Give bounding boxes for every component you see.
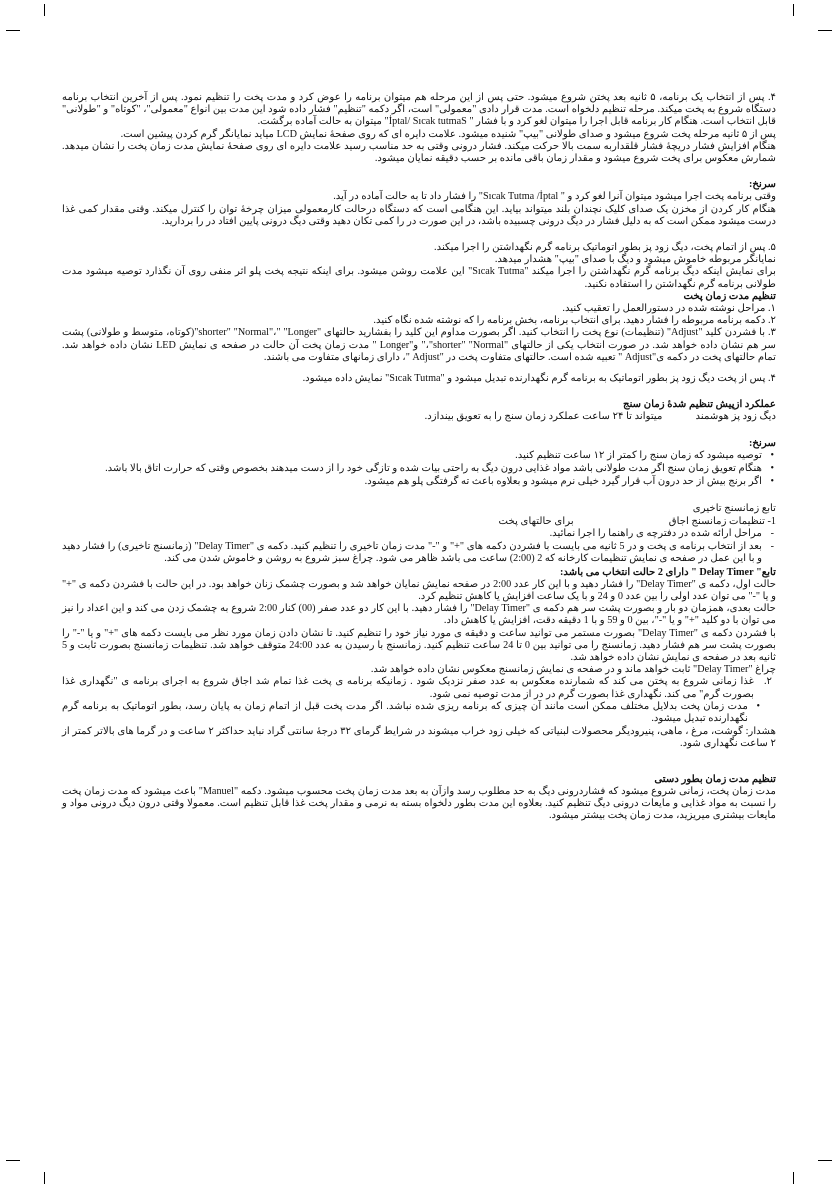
delay-subtitle [62,516,776,528]
tip-line-click-sound: هنگام کار کردن از مخزن یک صدای کلیک نچندان بلند میتواند بیاید. این هنگامی است که دستگاه درحالت کارمعمولی میزان چرخهٔ توان را کنترل میکند. وقتی مقدار کمی غذا درست میشود ممکن است که به دلیل فشار در دیگ درونی چسبیده باشد، در این صورت در را کمی تکان دهید وقتی دیگ درونی پایین افتاد در را بردارید. [62,203,776,227]
paragraph-step-4: ۴. پس از انتخاب یک برنامه، ۵ ثانیه بعد پختن شروع میشود. حتی پس از این مرحله هم میتوان برنامه را عوض کرد و مدت پخت را تنظیم نمود. پس از آخرین انتخاب برنامه دستگاه شروع به پخت میکند. مرحله تنظیم دلخواه است. مدت قرار دادی "معمولی" است، اگر دکمه "تنظیم" فشار داده شود این مدت بین انواع "معمولی"، "کوتاه" و "طولانی" قابل انتخاب است. هنگام کار برنامه قابل اجرا را میتوان لغو کرد و با فشار " İptal/ Sıcak tutmaS" میتوان به حالت آماده برگشت. [62,92,777,128]
manual-body: مدت زمان پخت، زمانی شروع میشود که فشاردرونی دیگ به حد مطلوب رسد وازآن به بعد مدت زمان پخت محسوب میشود. دکمه "Manuel" باعث میشود که مدت زمان پخت را نسبت به مواد غذایی و مایعات درونی دیگ تنظیم کنید. بعلاوه این مدت بطور دلخواه بسته به نرمی و مقدار پخت غذا قابل تنظیم است. معمولا وقتی درون دیگ درونی مواد و مایعات بیشتری میریزید، مدت زمان پخت بیشتر میشود. [62,785,776,822]
cook-time-step-2: ۲. دکمه برنامه مربوطه را فشار دهید. برای انتخاب برنامه، بخش برنامه را که نوشته شده نگاه کنید. [373,315,776,327]
delay-step: - بعد از انتخاب برنامه ی پخت و در 5 ثانیه می بایست با فشردن دکمه های "+" و "-" مدت زمان تاخیری را تنظیم کنید. دکمه ی "Delay Timer" (زمانسنج تاخیری) را فشار دهید و با این عمل در صفحه ی نمایش تنظیمات کارخانه که 2 (2:00) ساعت می باشد ظاهر می شود. چراغ سبز شروع به روشن و خاموش شدن می کند. [62,541,762,565]
delay-subtitle-a: 1- تنظیمات زمانسنج اجاق [668,515,776,527]
crop-mark-bottom-left-v [44,1172,45,1184]
paragraph-cooking-start: پس از ۵ ثانیه مرحله پخت شروع میشود و صدای طولانی "بیپ" شنیده میشود. علامت دایره ای که روی صفحهٔ نمایش LCD میاید نمایانگر گرم کردن پیشین است. [120,128,776,140]
crop-mark-top-left-h [6,30,20,31]
tip-item: • اگر برنج بیش از حد درون آب قرار گیرد خیلی نرم میشود و بعلاوه باعث ته گرفتگی پلو هم میشود. [62,476,762,488]
delay-mode-3: با فشردن دکمه ی "Delay Timer" بصورت مستمر می توانید ساعت و دقیقه ی مورد نیاز خود را تنظیم کنید. تا نشان دادن زمان مورد نظر می بایست دکمه های "+" و یا "-" را بصورت پشت سر هم فشار دهید. زمانسنج را می توانید بین 0 تا 24 ساعت تنظیم کنید. زمانسنج با رسیدن به عدد 24:00 متوقف خواهد شد. تنظیمات زمانسنج بصورت ثابت و 5 ثانیه بعد در صفحه ی نمایش نشان داده خواهد شد. [62,627,776,663]
delay-note-list [62,701,776,725]
cook-time-step-1: ۱. مراحل نوشته شده در دستورالعمل را تعقیب کنید. [562,303,776,315]
timer-line-b: میتواند تا ۲۴ ساعت عملکرد زمان سنج را به تعویق بیندازد. [424,411,663,423]
crop-mark-top-right-h [818,30,832,31]
manual-heading: تنظیم مدت زمان بطور دستی [654,773,776,785]
document-page [62,92,776,822]
step-5-line-1: ۵. پس از اتمام پخت، دیگ زود پز بطور اتوماتیک برنامه گرم نگهداشتن را اجرا میکند. [434,242,776,254]
delay-modes-heading: تابع" Delay Timer " دارای 2 حالت انتخاب می باشد: [560,566,776,578]
delay-step: - مراحل ارائه شده در دفترچه ی راهنما را اجرا نمائید. [62,528,762,540]
timer-line [62,411,776,423]
delay-item-2-text: غذا زمانی شروع به پختن می کند که شمارنده معکوس به عدد صفر نزدیک شود . زمانیکه برنامه ی پخت غذا تمام شد اجاق شروع به اجرای برنامه ی "نگهداری غذا بصورت گرم" می کند. نگهداری غذا بصورت گرم در در از مدت توصیه نمی شود. [62,676,754,700]
crop-mark-bottom-left-h [6,1160,20,1161]
cook-time-heading: تنظیم مدت زمان پخت [683,290,776,302]
crop-mark-bottom-right-h [818,1160,832,1161]
crop-mark-top-left-v [44,4,45,16]
tip-line-cancel: وقتی برنامه پخت اجرا میشود میتوان آنرا لغو کرد و " Sıcak Tutma /İptal" را فشار داد تا به حالت آماده در آید. [333,191,776,203]
delay-mode-2: حالت بعدی، همزمان دو بار و بصورت پشت سر هم دکمه ی "Delay Timer" را فشار دهید. با این کار دو عدد صفر (00) کنار 2:00 شروع به چشمک زدن می کند و این اعداد را نیز می توان با دو کلید "+" و یا "-"، بین 0 و 59 و با 1 دقیقه دقت، افزایش یا کاهش داد. [62,603,776,627]
delay-mode-1: حالت اول، دکمه ی "Delay Timer" را فشار دهید و با این کار عدد 2:00 در صفحه نمایش نمایان خواهد شد و بصورت چشمک زنان خواهد بود. در این حالت با فشردن دکمه ی "+" و یا "-" می توان عدد اولی را بین عدد 0 و 24 و با یک ساعت افزایش یا کاهش تنظیم کرد. [62,578,777,602]
delay-subtitle-b: برای حالتهای پخت [498,515,574,527]
crop-mark-top-right-v [793,4,794,16]
delay-item-2-number: ۲. [763,676,772,688]
step-5-line-3: برای نمایش اینکه دیگ برنامه گرم نگهداشتن را اجرا میکند "Sıcak Tutma" این علامت روشن میشود. برای اینکه نتیجه پخت پلو اثر منفی روی آن نگذارد توصیه میشود مدت طولانی برنامه گرم نگهداشتن را استفاده نکنید. [62,266,776,290]
warning-text: هشدار: گوشت، مرغ ، ماهی، پنیرودیگر محصولات لبنیاتی که خیلی زود خراب میشوند در شرایط گرمای ۳۲ درجهٔ سانتی گراد نباید حداکثر ۲ ساعت و در گرما های بالاتر کمتر از ۲ ساعت نگهداری شود. [62,726,776,750]
cook-time-step-3: ۳. با فشردن کلید "Adjust" (تنظیمات) نوع پخت را انتخاب کنید. اگر بصورت مداوم این کلید را بفشارید حالتهای "shorter" "Normal"،" "Longer"(کوتاه، متوسط و طولانی) پشت سر هم نشان داده خواهد شد. در صورت انتخاب یکی از حالتهای "shorter" "Normal"،" و"Longer " مدت زمان پخت آن حالت در صفحه ی نمایش LED نشان داده خواهد شد. تمام حالتهای پخت در دکمه ی"Adjust " تعبیه شده است. حالتهای متفاوت پخت در "Adjust "، دارای زمانهای متفاوت می باشند. [62,327,776,363]
tip-item: • هنگام تعویق زمان سنج اگر مدت طولانی باشد مواد غذایی درون دیگ به راحتی بیات شده و تازگی خود را از دست میدهند بخصوص وقتی که حرارت اتاق بالا باشد. [62,463,762,475]
cook-time-step-4: ۴. پس از پخت دیگ زود پز بطور اتوماتیک به برنامه گرم نگهدارنده تبدیل میشود و "Sıcak Tutma" نمایش داده میشود. [302,373,776,385]
delay-steps [62,528,776,566]
delay-light: چراغ "Delay Timer" ثابت خواهد ماند و در صفحه ی نمایش زمانسنج معکوس نشان داده خواهد شد. [370,664,776,676]
paragraph-pressure: هنگام افزایش فشار دریچهٔ فشار قلقداربه سمت بالا حرکت میکند. فشار درونی وقتی به حد مناسب رسید علامت دایره ای روی صفحهٔ نمایش مدت زمان پخت را نشان میدهد. شمارش معکوس برای پخت شروع میشود و مقدار زمان باقی مانده بر حسب دقیقه نمایان میشود. [62,140,776,165]
delay-title: تابع زمانسنج تاخیری [692,503,776,515]
timer-line-a: دیگ زود پز هوشمند [695,411,776,423]
tip-item: • توصیه میشود که زمان سنج را کمتر از ۱۲ ساعت تنظیم کنید. [62,450,762,462]
tip-heading-2: سرنخ: [749,437,776,449]
timer-heading: عملکرد ازپیش تنظیم شدهٔ زمان سنج [623,399,776,411]
crop-mark-bottom-right-v [793,1172,794,1184]
delay-note: • مدت زمان پخت بدلایل مختلف ممکن است مانند آن چیزی که برنامه ریزی شده نباشد. اگر مدت پخت قبل از اتمام زمان به پایان رسد، بطور اتوماتیک به برنامه گرم نگهدارنده تبدیل میشود. [62,701,748,725]
tip-heading-1: سرنخ: [749,179,776,191]
tip-list [62,450,776,489]
step-5-line-2: نمایانگر مربوطه خاموش میشود و دیگ با صدای "بیپ" هشدار میدهد. [494,254,776,266]
delay-item-2 [62,676,776,700]
